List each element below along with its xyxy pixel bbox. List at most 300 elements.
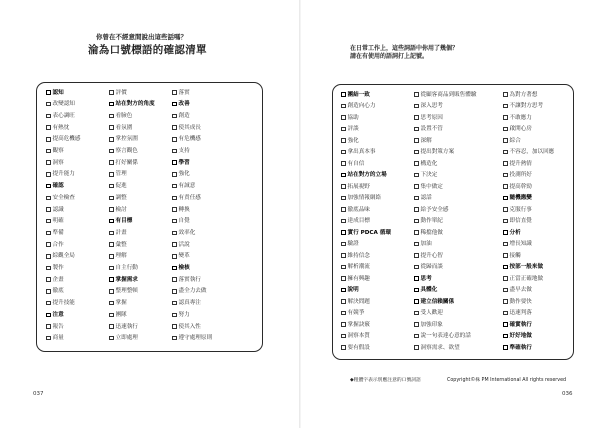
checklist-item-label: 啟開心房 xyxy=(509,126,532,132)
checkbox-icon[interactable] xyxy=(414,173,419,178)
checklist-item[interactable] xyxy=(341,262,370,273)
checklist-item[interactable] xyxy=(414,296,454,307)
checklist-item[interactable] xyxy=(46,263,64,274)
checklist-item[interactable] xyxy=(109,274,138,285)
checklist-item[interactable] xyxy=(46,87,64,98)
checklist-item[interactable] xyxy=(503,158,532,169)
checklist-item[interactable] xyxy=(109,87,127,98)
checklist-item[interactable] xyxy=(46,216,64,227)
checklist-item[interactable] xyxy=(341,285,359,296)
checkbox-icon[interactable] xyxy=(414,161,419,166)
checklist-item[interactable] xyxy=(341,273,370,284)
checkbox-icon[interactable] xyxy=(46,114,51,119)
checkbox-icon[interactable] xyxy=(503,138,508,143)
checkbox-icon[interactable] xyxy=(414,322,419,327)
checkbox-icon[interactable] xyxy=(414,253,419,258)
checklist-item[interactable] xyxy=(172,333,212,344)
checklist-item[interactable] xyxy=(503,193,532,204)
checklist-item[interactable] xyxy=(414,319,443,330)
checklist-item[interactable] xyxy=(109,204,127,215)
checkbox-icon[interactable] xyxy=(414,196,419,201)
checkbox-icon[interactable] xyxy=(503,104,508,109)
checkbox-icon[interactable] xyxy=(503,334,508,339)
checkbox-icon[interactable] xyxy=(341,322,346,327)
checkbox-icon[interactable] xyxy=(414,242,419,247)
checklist-item[interactable] xyxy=(414,250,443,261)
checkbox-icon[interactable] xyxy=(46,301,51,306)
checkbox-icon[interactable] xyxy=(414,127,419,132)
checkbox-icon[interactable] xyxy=(46,313,51,318)
checklist-item[interactable] xyxy=(46,227,64,238)
checklist-item[interactable] xyxy=(503,250,521,261)
checkbox-icon[interactable] xyxy=(46,172,51,177)
checklist-item-label: 表心調旺 xyxy=(52,112,75,119)
checkbox-icon[interactable] xyxy=(503,322,508,327)
checkbox-icon[interactable] xyxy=(503,311,508,316)
checklist-item[interactable] xyxy=(172,146,190,157)
checklist-item[interactable] xyxy=(172,157,190,168)
checklist-item[interactable] xyxy=(46,251,75,262)
checkbox-icon[interactable] xyxy=(172,313,177,318)
checkbox-icon[interactable] xyxy=(341,288,346,293)
checkbox-icon[interactable] xyxy=(109,289,114,294)
checkbox-icon[interactable] xyxy=(46,207,51,212)
checklist-item[interactable] xyxy=(109,169,127,180)
checkbox-icon[interactable] xyxy=(109,266,114,271)
checkbox-icon[interactable] xyxy=(341,276,346,281)
checklist-item[interactable] xyxy=(503,147,554,158)
checkbox-icon[interactable] xyxy=(109,277,114,282)
checklist-item[interactable] xyxy=(341,170,387,181)
checklist-item[interactable] xyxy=(46,309,64,320)
checkbox-icon[interactable] xyxy=(341,138,346,143)
checkbox-icon[interactable] xyxy=(414,230,419,235)
checkbox-icon[interactable] xyxy=(341,242,346,247)
checkbox-icon[interactable] xyxy=(414,219,419,224)
checkbox-icon[interactable] xyxy=(503,242,508,247)
checklist-item-label: 接觸 xyxy=(509,252,521,259)
checklist-item[interactable] xyxy=(414,181,443,192)
checkbox-icon[interactable] xyxy=(341,219,346,224)
checkbox-icon[interactable] xyxy=(46,336,51,341)
checkbox-icon[interactable] xyxy=(172,160,177,165)
checklist-item[interactable] xyxy=(109,146,138,157)
checklist-item-label: 製作 xyxy=(52,265,64,271)
checklist-item[interactable] xyxy=(341,158,364,169)
checklist-item[interactable] xyxy=(341,135,359,146)
checkbox-icon[interactable] xyxy=(46,90,51,95)
checkbox-icon[interactable] xyxy=(341,92,346,97)
checkbox-icon[interactable] xyxy=(503,265,508,270)
checklist-item[interactable] xyxy=(172,227,195,238)
checklist-item[interactable] xyxy=(109,192,127,203)
checklist-item[interactable] xyxy=(172,309,190,320)
checkbox-icon[interactable] xyxy=(503,92,508,97)
checkbox-icon[interactable] xyxy=(172,207,177,212)
bold-term-footnote: ◆粗體字表示別應注意的口號詞語 xyxy=(350,378,421,383)
checkbox-icon[interactable] xyxy=(414,104,419,109)
checklist-item[interactable] xyxy=(503,342,532,353)
checkbox-icon[interactable] xyxy=(172,301,177,306)
checkbox-icon[interactable] xyxy=(46,125,51,130)
checklist-item-label: 評價 xyxy=(115,89,127,96)
checklist-item[interactable] xyxy=(46,239,64,250)
checklist-item[interactable] xyxy=(109,298,127,309)
checkbox-icon[interactable] xyxy=(414,276,419,281)
checklist-item[interactable] xyxy=(109,286,138,297)
checklist-item[interactable] xyxy=(503,216,532,227)
checkbox-icon[interactable] xyxy=(341,230,346,235)
checklist-item[interactable] xyxy=(503,135,521,146)
checkbox-icon[interactable] xyxy=(172,242,177,247)
checklist-item[interactable] xyxy=(46,157,64,168)
checklist-item-label: 從歸而談 xyxy=(420,264,443,270)
checklist-item[interactable] xyxy=(172,274,201,285)
checklist-item[interactable] xyxy=(109,227,127,238)
checkbox-icon[interactable] xyxy=(172,289,177,294)
checklist-item-label: 強化 xyxy=(178,171,190,178)
checklist-item-label: 合作 xyxy=(52,241,64,248)
checklist-item-label: 企畫 xyxy=(52,276,64,283)
checkbox-icon[interactable] xyxy=(341,161,346,166)
checklist-item[interactable] xyxy=(172,298,201,309)
checklist-item[interactable] xyxy=(46,181,64,192)
checklist-item[interactable] xyxy=(503,170,532,181)
checkbox-icon[interactable] xyxy=(46,242,51,247)
checklist-item-label: 隨機應變 xyxy=(509,195,532,201)
checkbox-icon[interactable] xyxy=(172,149,177,154)
checkbox-icon[interactable] xyxy=(109,336,114,341)
checklist-item[interactable] xyxy=(109,181,127,192)
checkbox-icon[interactable] xyxy=(172,324,177,329)
checkbox-icon[interactable] xyxy=(503,219,508,224)
checkbox-icon[interactable] xyxy=(503,207,508,212)
checklist-item[interactable] xyxy=(109,333,138,344)
checkbox-icon[interactable] xyxy=(503,161,508,166)
checklist-item[interactable] xyxy=(109,239,127,250)
checklist-item[interactable] xyxy=(46,298,75,309)
checklist-item[interactable] xyxy=(172,239,190,250)
checklist-item[interactable] xyxy=(414,331,471,342)
checkbox-icon[interactable] xyxy=(503,276,508,281)
checklist-item[interactable] xyxy=(341,308,364,319)
checklist-item[interactable] xyxy=(172,87,190,98)
checkbox-icon[interactable] xyxy=(172,172,177,177)
checkbox-icon[interactable] xyxy=(172,102,177,107)
checklist-item[interactable] xyxy=(341,101,375,112)
checkbox-icon[interactable] xyxy=(414,138,419,143)
checkbox-icon[interactable] xyxy=(414,288,419,293)
checkbox-icon[interactable] xyxy=(109,219,114,224)
checklist-item[interactable] xyxy=(341,193,381,204)
checklist-item[interactable] xyxy=(46,204,64,215)
checklist-item[interactable] xyxy=(172,110,190,121)
checklist-item[interactable] xyxy=(46,286,64,297)
checklist-item[interactable] xyxy=(109,321,138,332)
checkbox-icon[interactable] xyxy=(341,207,346,212)
checklist-item[interactable] xyxy=(46,110,75,121)
checklist-item-label: 說一句表達心意的話 xyxy=(420,333,471,339)
checkbox-icon[interactable] xyxy=(46,231,51,236)
checkbox-icon[interactable] xyxy=(341,104,346,109)
checkbox-icon[interactable] xyxy=(109,125,114,130)
checklist-item[interactable] xyxy=(46,321,64,332)
checkbox-icon[interactable] xyxy=(109,324,114,329)
checklist-item[interactable] xyxy=(172,181,195,192)
checkbox-icon[interactable] xyxy=(46,289,51,294)
checkbox-icon[interactable] xyxy=(503,230,508,235)
checklist-item[interactable] xyxy=(46,192,75,203)
checklist-item-label: 注意 xyxy=(52,311,64,318)
checkbox-icon[interactable] xyxy=(172,231,177,236)
checklist-item[interactable] xyxy=(341,250,370,261)
checkbox-icon[interactable] xyxy=(341,253,346,258)
checkbox-icon[interactable] xyxy=(341,115,346,120)
checkbox-icon[interactable] xyxy=(503,150,508,155)
checklist-item[interactable] xyxy=(109,122,132,133)
checklist-item[interactable] xyxy=(503,89,537,100)
checklist-item[interactable] xyxy=(414,170,437,181)
checkbox-icon[interactable] xyxy=(109,184,114,189)
checklist-item[interactable] xyxy=(414,239,432,250)
checklist-item[interactable] xyxy=(172,169,190,180)
checkbox-icon[interactable] xyxy=(172,90,177,95)
checklist-item[interactable] xyxy=(341,204,370,215)
checkbox-icon[interactable] xyxy=(109,149,114,154)
checkbox-icon[interactable] xyxy=(46,137,51,142)
checkbox-icon[interactable] xyxy=(46,219,51,224)
checkbox-icon[interactable] xyxy=(109,160,114,165)
checklist-item[interactable] xyxy=(414,342,460,353)
checkbox-icon[interactable] xyxy=(172,125,177,130)
checklist-item[interactable] xyxy=(46,274,64,285)
checkbox-icon[interactable] xyxy=(341,265,346,270)
checklist-item[interactable] xyxy=(172,286,206,297)
checkbox-icon[interactable] xyxy=(414,334,419,339)
checklist-item[interactable] xyxy=(414,147,454,158)
checklist-item[interactable] xyxy=(172,192,201,203)
checklist-item-label: 按部一般來做 xyxy=(509,264,544,270)
checklist-item-label: 為對方著想 xyxy=(509,91,538,98)
checkbox-icon[interactable] xyxy=(172,137,177,142)
checkbox-icon[interactable] xyxy=(341,345,346,350)
checklist-item-label: 協助 xyxy=(347,114,359,121)
checklist-item-label: 提升心智 xyxy=(420,252,443,259)
checklist-item[interactable] xyxy=(46,99,75,110)
checkbox-icon[interactable] xyxy=(109,207,114,212)
checklist-item[interactable] xyxy=(172,251,190,262)
checklist-item[interactable] xyxy=(109,216,132,227)
checklist-item-label: 不敢應力 xyxy=(509,114,532,121)
checkbox-icon[interactable] xyxy=(503,345,508,350)
checklist-item[interactable] xyxy=(109,157,138,168)
checklist-item-label: 落實 xyxy=(178,89,190,96)
checklist-item[interactable] xyxy=(414,158,437,169)
checkbox-icon[interactable] xyxy=(109,242,114,247)
checkbox-icon[interactable] xyxy=(414,207,419,212)
checkbox-icon[interactable] xyxy=(46,196,51,201)
checkbox-icon[interactable] xyxy=(341,196,346,201)
checklist-item[interactable] xyxy=(414,204,448,215)
checklist-item[interactable] xyxy=(341,112,359,123)
checkbox-icon[interactable] xyxy=(341,334,346,339)
checkbox-icon[interactable] xyxy=(172,196,177,201)
checkbox-icon[interactable] xyxy=(46,149,51,154)
checklist-item[interactable] xyxy=(414,308,443,319)
checklist-item-label: 打好關係 xyxy=(115,159,138,166)
checklist-item[interactable] xyxy=(503,181,532,192)
checklist-item[interactable] xyxy=(172,263,190,274)
checkbox-icon[interactable] xyxy=(109,137,114,142)
checklist-item[interactable] xyxy=(109,99,155,110)
checkbox-icon[interactable] xyxy=(46,277,51,282)
checklist-item[interactable] xyxy=(414,101,443,112)
checklist-item[interactable] xyxy=(341,342,370,353)
checkbox-icon[interactable] xyxy=(172,336,177,341)
checkbox-icon[interactable] xyxy=(46,160,51,165)
checklist-item[interactable] xyxy=(414,135,432,146)
checkbox-icon[interactable] xyxy=(414,345,419,350)
checkbox-icon[interactable] xyxy=(503,115,508,120)
checklist-item[interactable] xyxy=(341,331,370,342)
checklist-item-label: 認識 xyxy=(52,206,64,213)
checklist-item[interactable] xyxy=(414,262,443,273)
checkbox-icon[interactable] xyxy=(46,324,51,329)
checklist-item[interactable] xyxy=(414,273,432,284)
checklist-item[interactable] xyxy=(503,239,532,250)
checklist-item[interactable] xyxy=(414,112,443,123)
checklist-item[interactable] xyxy=(503,124,532,135)
checklist-item[interactable] xyxy=(503,204,532,215)
checklist-item[interactable] xyxy=(414,216,443,227)
checklist-item[interactable] xyxy=(503,331,532,342)
checkbox-icon[interactable] xyxy=(341,299,346,304)
checkbox-icon[interactable] xyxy=(172,266,177,271)
copyright-text: Copyright©株 PM International All rights reserved xyxy=(447,378,567,383)
checkbox-icon[interactable] xyxy=(414,299,419,304)
checklist-item[interactable] xyxy=(109,110,132,121)
checklist-item[interactable] xyxy=(46,122,69,133)
checkbox-icon[interactable] xyxy=(503,253,508,258)
checklist-item[interactable] xyxy=(414,89,476,100)
checkbox-icon[interactable] xyxy=(503,299,508,304)
checklist-item-label: 轉換 xyxy=(178,206,190,213)
checklist-item-label: 提高危機感 xyxy=(52,136,81,143)
checklist-item[interactable] xyxy=(503,101,543,112)
checklist-item[interactable] xyxy=(172,99,190,110)
checklist-item[interactable] xyxy=(503,285,532,296)
checklist-item[interactable] xyxy=(341,239,359,250)
checklist-item[interactable] xyxy=(341,181,370,192)
checkbox-icon[interactable] xyxy=(503,288,508,293)
checkbox-icon[interactable] xyxy=(109,102,114,107)
checklist-item[interactable] xyxy=(341,124,359,135)
checklist-item[interactable] xyxy=(341,296,370,307)
checklist-item[interactable] xyxy=(341,89,370,100)
checkbox-icon[interactable] xyxy=(341,127,346,132)
checklist-item[interactable] xyxy=(341,147,375,158)
checklist-item[interactable] xyxy=(414,124,443,135)
checkbox-icon[interactable] xyxy=(172,184,177,189)
checklist-item[interactable] xyxy=(172,321,201,332)
checklist-item[interactable] xyxy=(414,285,437,296)
checkbox-icon[interactable] xyxy=(109,90,114,95)
checkbox-icon[interactable] xyxy=(503,196,508,201)
checklist-item[interactable] xyxy=(46,134,80,145)
checkbox-icon[interactable] xyxy=(414,184,419,189)
checkbox-icon[interactable] xyxy=(172,254,177,259)
checklist-item[interactable] xyxy=(46,333,64,344)
checkbox-icon[interactable] xyxy=(503,173,508,178)
checklist-item[interactable] xyxy=(341,227,391,238)
checkbox-icon[interactable] xyxy=(414,265,419,270)
checkbox-icon[interactable] xyxy=(503,127,508,132)
checklist-item[interactable] xyxy=(414,193,432,204)
checklist-item-label: 站在對方的立場 xyxy=(347,172,387,178)
checkbox-icon[interactable] xyxy=(172,277,177,282)
checkbox-icon[interactable] xyxy=(172,114,177,119)
checkbox-icon[interactable] xyxy=(46,102,51,107)
checklist-item[interactable] xyxy=(172,204,190,215)
checklist-item[interactable] xyxy=(46,169,75,180)
left-subtitle: 你曾在不經意間說出這些話嗎？ xyxy=(96,33,187,41)
checklist-item[interactable] xyxy=(503,308,532,319)
checklist-item[interactable] xyxy=(46,146,64,157)
checkbox-icon[interactable] xyxy=(109,231,114,236)
checklist-item[interactable] xyxy=(503,319,532,330)
checkbox-icon[interactable] xyxy=(46,266,51,271)
checklist-item[interactable] xyxy=(109,134,138,145)
checklist-item[interactable] xyxy=(172,216,190,227)
checkbox-icon[interactable] xyxy=(109,172,114,177)
checklist-item[interactable] xyxy=(109,263,138,274)
checkbox-icon[interactable] xyxy=(46,184,51,189)
checklist-item[interactable] xyxy=(414,227,443,238)
checkbox-icon[interactable] xyxy=(341,184,346,189)
left-page-number: 037 xyxy=(33,391,44,397)
checkbox-icon[interactable] xyxy=(109,114,114,119)
checkbox-icon[interactable] xyxy=(109,313,114,318)
checklist-item[interactable] xyxy=(503,227,521,238)
checkbox-icon[interactable] xyxy=(414,311,419,316)
checklist-item[interactable] xyxy=(172,134,201,145)
checklist-item[interactable] xyxy=(109,251,127,262)
checklist-item[interactable] xyxy=(341,216,370,227)
checkbox-icon[interactable] xyxy=(414,92,419,97)
checkbox-icon[interactable] xyxy=(46,254,51,259)
checklist-item-label: 遵守處理原則 xyxy=(178,335,213,342)
checkbox-icon[interactable] xyxy=(172,219,177,224)
checkbox-icon[interactable] xyxy=(503,184,508,189)
checklist-item[interactable] xyxy=(503,112,532,123)
checkbox-icon[interactable] xyxy=(341,173,346,178)
checkbox-icon[interactable] xyxy=(109,301,114,306)
checklist-item-label: 自主行動 xyxy=(115,265,138,271)
checkbox-icon[interactable] xyxy=(109,196,114,201)
checklist-item[interactable] xyxy=(341,319,370,330)
checklist-item[interactable] xyxy=(503,296,532,307)
checkbox-icon[interactable] xyxy=(109,254,114,259)
checklist-item[interactable] xyxy=(109,309,127,320)
checkbox-icon[interactable] xyxy=(341,311,346,316)
checkbox-icon[interactable] xyxy=(414,115,419,120)
checkbox-icon[interactable] xyxy=(341,150,346,155)
checklist-item-label: 洞察 xyxy=(52,159,64,166)
checklist-item[interactable] xyxy=(503,262,543,273)
checklist-item[interactable] xyxy=(172,122,201,133)
checkbox-icon[interactable] xyxy=(414,150,419,155)
checklist-item[interactable] xyxy=(503,273,543,284)
